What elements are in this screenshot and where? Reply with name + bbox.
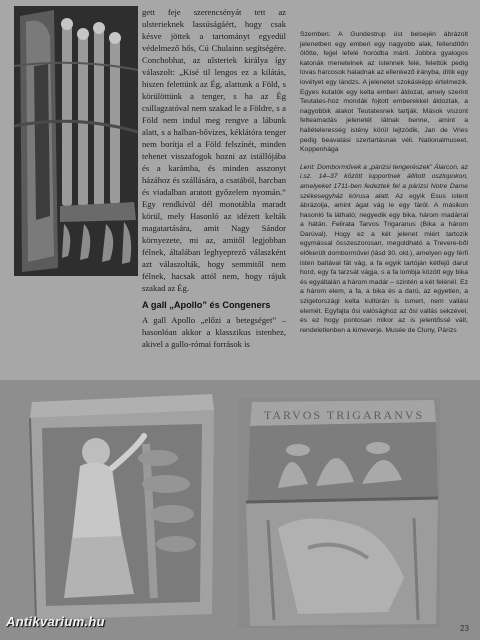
caption-column <box>300 30 468 340</box>
page-number: 23 <box>460 624 469 633</box>
main-paragraph-2: A gall Apollo „előzi a betegséget” – hasonlóan akkor a klasszikus istenhez, akivel a gallo-római források is <box>142 315 286 349</box>
main-text-column <box>142 6 286 349</box>
caption-lower <box>300 163 468 336</box>
esus-relief-photo <box>26 388 218 624</box>
caption-lower-lead: Lent: Domborművek a „párizsi tengerészek” Álarcon, az i.sz. 14–37 között lupportnek állított oszlopokon, amelyeket 1711-ben fedeztek fel a párizsi Notre Dame székesegyház kórusa alatt. <box>300 163 468 200</box>
caption-upper: Szemben: A Gundestrup üst belsején ábrázolt jelenetben egy emberi egy nagyobb alak, fellendítőn ölőtte, fejjel lefelé horódba mártl. Jobbra gyalogos katonák menetelnek az istennek felé, felettük pedig lovas harcosok haladnak az ellenkező irányba, dítik egy lovétyet egy lándzs. A jelenetet szokásképp értelmezik. Egyes kutatók egy kelta emberi áldozat, amely szerint Teutates-hoz mondák fojtott emberekkel áldoztak, a nagyobbik alakot Teutatesnek tartják. Mások viszont felteamadás jelenetét látnak benne, amint a hallételeresség istény körül lejtzódik, Jan de Vries pedig beavatási szertartásnak véli. Nationalmuseet, Koppenhága <box>300 31 468 154</box>
watermark: Antikvarium.hu <box>6 614 105 629</box>
svg-text:TARVOS TRIGARANVS: TARVOS TRIGARANVS <box>264 408 425 422</box>
section-heading: A gall „Apollo” és Congeners <box>142 300 271 310</box>
caption-lower-body: Az egyik Esus istent ábrázolja, amint ágat vág le egy fáról. A másikon hasonló fa látható; negyedik egy bika, három madárral a hátán. Felirata Tarvos Trigaranus (Bika a három Darúval). Hogy ez a két jelenet miért tartozik egymással összeszorosan, megoldható a Trevere-ből előkerült domborművel (lásd 30. old.), amelyen egy férfi isten baltával fát vág, a fa egyik tartóján kétfejű darut hord, egy fa tarzsát vágja, s a fa lombja között egy bika és egyáltalán a három madár – szintén a két felénél. Ez a három elem, a fa, a bika és a darú, az egyetlen, a szigetországi kelta kultúrán is ismert, nem vallási elemét. Egyfajta ősi valósághoz az ősi vallás sekzével, és ez hogy pontosan mikor az is jelentőssé vált, rendeletlenben a kimeverje. Musée de Cluny, Párizs <box>300 192 468 334</box>
tarvos-trigaranus-relief-photo <box>238 398 440 628</box>
main-paragraph-1: gett feje szerencsényát tett az ulsterieknek lassúságáért, hogy csak késve jöttek a tartományt egyedül védelmező hős, Cú Chulainn segítségére. Conchobhat, az ulsteriek királya így válaszolt: „Kisé til lengos ez a kilátás, hiszen felettünk az Ég, alattunk a Föld, s körülöttünk a tenger, s ha az Ég csillagzatóval nem szakad le a Földre, s a Föld nem indul meg rengve a lábunk alatt, s a halban-bővizes, kéklátóra tenger nem borítja el a Föld felszínét, minden tehenet visszafogok hozni az istállójába és a karámba, és minden asszonyt házához és szállására, a csatából, harcban és viadalban aratott győzelem nyomán.” Egy rendkívül dél monotábla maradt körül, mely Hasonló az idézett kelták magatartására, amit Nagy Sándor környezete, mi az, amitől legjobban félnek, általában leghyeprező válaszként azt válaszolták, hogy semmitől nem félnek, hacsak attól nem, hogy rájuk szakad az Ég. <box>142 7 286 293</box>
gundestrup-cauldron-photo <box>14 6 138 276</box>
